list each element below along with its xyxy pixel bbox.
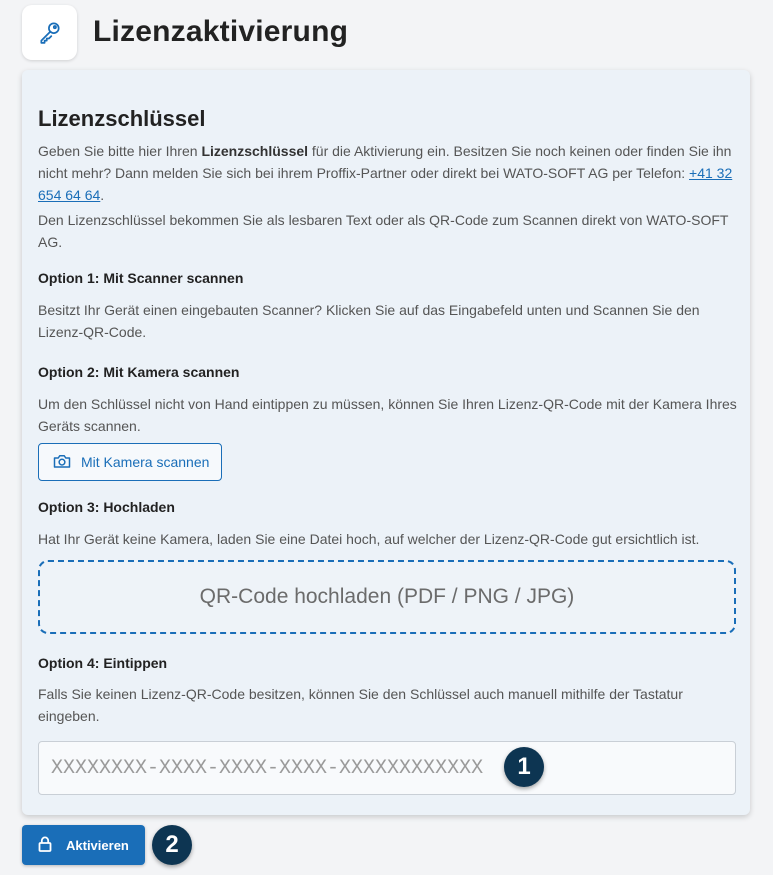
section-title: Lizenzschlüssel: [38, 106, 206, 131]
license-key-input[interactable]: [39, 742, 735, 794]
option3-text: Hat Ihr Gerät keine Kamera, laden Sie eine Datei hoch, auf welcher der Lizenz-QR-Code gut ersichtlich ist.: [38, 531, 700, 547]
intro-text-part: Geben Sie bitte hier Ihren: [38, 143, 202, 159]
intro-bold: Lizenzschlüssel: [201, 143, 309, 159]
option4-text: Falls Sie keinen Lizenz-QR-Code besitzen, können Sie den Schlüssel auch manuell mithilfe der Tastatur eingeben.: [38, 686, 683, 724]
option2-title: Option 2: Mit Kamera scannen: [38, 364, 240, 380]
option1-title: Option 1: Mit Scanner scannen: [38, 270, 244, 286]
page-title: Lizenzaktivierung: [93, 15, 349, 48]
option3-title: Option 3: Hochladen: [38, 499, 175, 515]
intro-text-part: für die Aktivierung ein. Besitzen Sie noch keinen oder finden Sie ihn nicht mehr? Dann melden Sie sich bei ihrem Proffix-Partner oder direkt bei WATO-SOFT AG per Telefon:: [38, 143, 732, 181]
step-badge-1: 1: [504, 747, 544, 787]
camera-icon: [53, 453, 71, 472]
option4-title: Option 4: Eintippen: [38, 655, 168, 671]
key-icon: [22, 5, 77, 60]
license-key-field[interactable]: [38, 741, 736, 795]
step-badge-2: 2: [152, 825, 192, 865]
option1-text: Besitzt Ihr Gerät einen eingebauten Scanner? Klicken Sie auf das Eingabefeld unten und Scannen Sie den Lizenz-QR-Code.: [38, 302, 700, 340]
phone-link[interactable]: +41 32 654 64 64: [38, 165, 733, 203]
qr-upload-dropzone[interactable]: QR-Code hochladen (PDF / PNG / JPG): [38, 560, 736, 634]
camera-scan-button[interactable]: [38, 443, 222, 481]
intro-text: [38, 140, 738, 206]
qr-info-text: Den Lizenzschlüssel bekommen Sie als lesbaren Text oder als QR-Code zum Scannen direkt von WATO-SOFT AG.: [38, 212, 729, 250]
activate-button[interactable]: [22, 825, 145, 865]
option2-text: Um den Schlüssel nicht von Hand eintippen zu müssen, können Sie Ihren Lizenz-QR-Code mit der Kamera Ihres Geräts scannen.: [38, 396, 737, 434]
intro-text-part: .: [100, 187, 105, 203]
activate-label: Aktivieren: [66, 837, 129, 853]
camera-scan-label: Mit Kamera scannen: [81, 454, 210, 470]
license-card: [22, 70, 750, 815]
page-header: [22, 4, 348, 60]
lock-icon: [38, 836, 52, 855]
